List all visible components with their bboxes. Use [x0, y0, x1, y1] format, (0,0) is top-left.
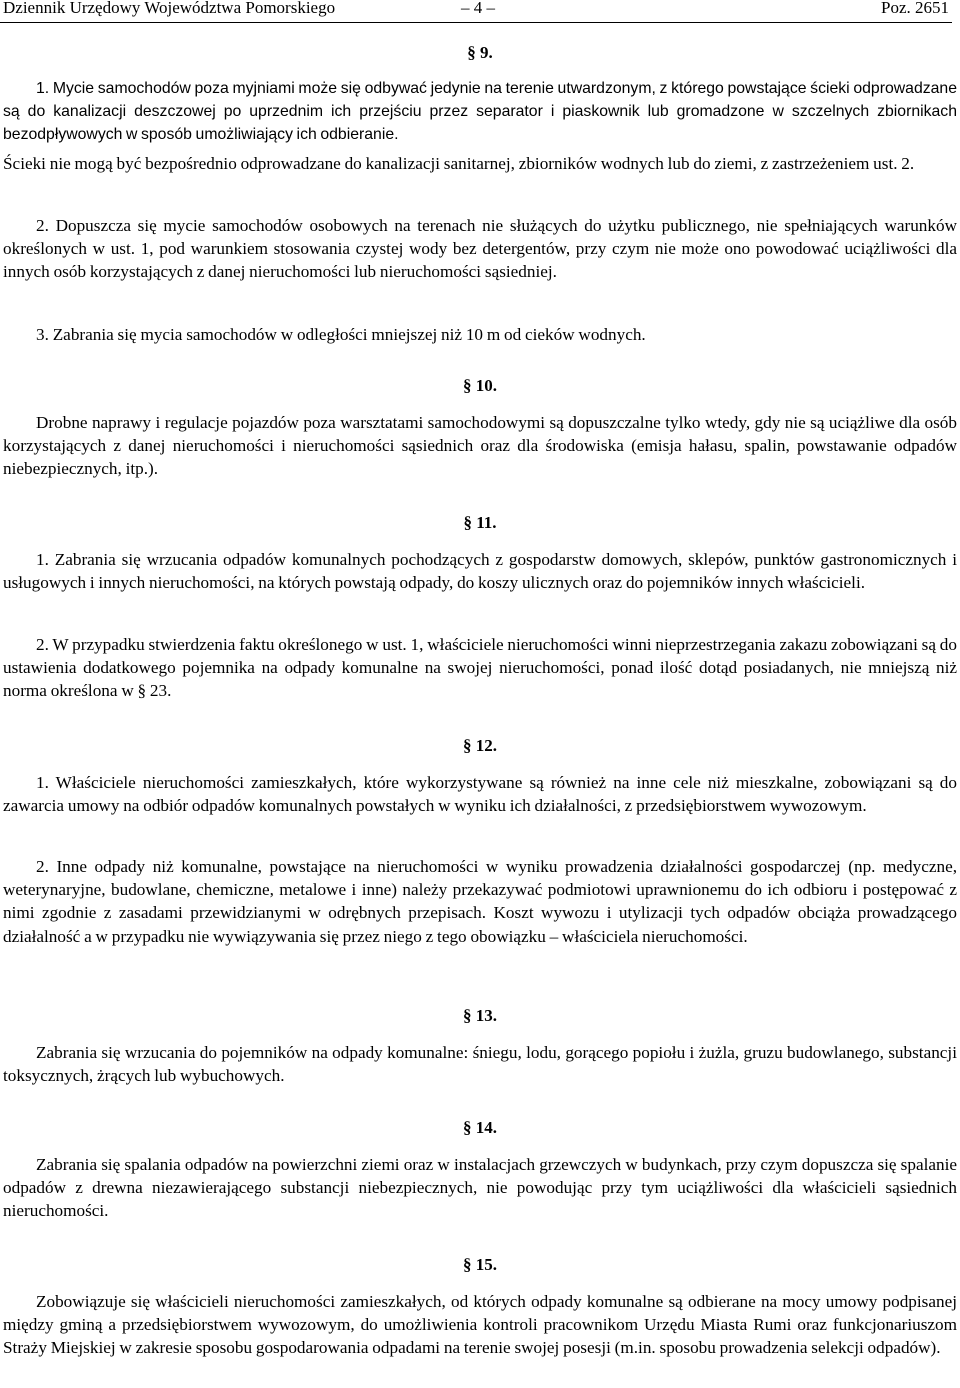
- paragraph-14-1: Zabrania się spalania odpadów na powierzchni ziemi oraz w instalacjach grzewczych w budynkach, przy czym dopuszcza się spalanie odpadów z drewna niezawierającego substancji niebezpiecznych, nie powodując przy tym uciążliwości dla właścicieli sąsiednich nieruchomości.: [3, 1155, 957, 1221]
- section-heading-12: § 12.: [463, 736, 497, 755]
- page-number: – 4 –: [461, 0, 495, 17]
- paragraph-11-2: 2. W przypadku stwierdzenia faktu określonego w ust. 1, właściciele nieruchomości winni nieprzestrzegania zakazu zobowiązani są do ustawienia dodatkowego pojemnika na odpady komunalne na swojej nieruchomości, ponad ilość dotąd posiadanych, nie mniejszą niż norma określona w § 23.: [3, 635, 957, 701]
- section-heading-11: § 11.: [463, 513, 497, 532]
- paragraph-11-1: 1. Zabrania się wrzucania odpadów komunalnych pochodzących z gospodarstw domowych, sklepów, punktów gastronomicznych i usługowych i innych nieruchomości, na których powstają odpady, do koszy ulicznych oraz do pojemników innych właścicieli.: [3, 550, 957, 593]
- section-heading-10: § 10.: [463, 376, 497, 395]
- paragraph-15-1: Zobowiązuje się właścicieli nieruchomości zamieszkałych, od których odpady komunalne są odbierane na mocy umowy podpisanej między gminą a przedsiębiorstwem wywozowym, do umożliwienia kontroli pracownikom Urzędu Miasta Rumi oraz funkcjonariuszom Straży Miejskiej w zakresie sposobu gospodarowania odpadami na terenie swojej posesji (m.in. sposobu prowadzenia selekcji odpadów).: [3, 1292, 957, 1358]
- paragraph-12-2: 2. Inne odpady niż komunalne, powstające na nieruchomości w wyniku prowadzenia działalności gospodarczej (np. medyczne, weterynaryjne, budowlane, chemiczne, metalowe i inne) należy przekazywać podmiotowi uprawnionemu do ich odbioru i postępować z nimi zgodnie z zasadami przewidzianymi w odrębnych przepisach. Koszt wywozu i utylizacji tych odpadów obciąża prowadzącego działalność a w przypadku nie wywiązywania się przez niego z tego obowiązku – właściciela nieruchomości.: [3, 857, 957, 946]
- journal-title: Dziennik Urzędowy Województwa Pomorskiego: [3, 0, 336, 17]
- paragraph-9-3: 3. Zabrania się mycia samochodów w odległości mniejszej niż 10 m od cieków wodnych.: [36, 325, 646, 344]
- section-heading-15: § 15.: [463, 1255, 497, 1274]
- paragraph-13-1: Zabrania się wrzucania do pojemników na odpady komunalne: śniegu, lodu, gorącego popiołu i żużla, gruzu budowlanego, substancji toksycznych, żrących lub wybuchowych.: [3, 1043, 957, 1086]
- paragraph-9-1: 1. Mycie samochodów poza myjniami może się odbywać jedynie na terenie utwardzonym, z którego powstające ścieki odprowadzane są do kanalizacji deszczowej po uprzednim ich przejściu przez separator i piaskownik lub gromadzone w szczelnych zbiornikach bezodpływowych w sposób umożliwiający ich odbieranie.: [3, 80, 957, 144]
- section-heading-9: § 9.: [467, 43, 493, 62]
- paragraph-9-1b: Ścieki nie mogą być bezpośrednio odprowadzane do kanalizacji sanitarnej, zbiorników wodnych lub do ziemi, z zastrzeżeniem ust. 2.: [3, 154, 915, 173]
- section-heading-13: § 13.: [463, 1006, 497, 1025]
- header-rule: [0, 22, 952, 23]
- paragraph-12-1: 1. Właściciele nieruchomości zamieszkałych, które wykorzystywane są również na inne cele niż mieszkalne, zobowiązani są do zawarcia umowy na odbiór odpadów komunalnych powstałych w wyniku ich działalności, z przedsiębiorstwem wywozowym.: [3, 773, 957, 816]
- section-heading-14: § 14.: [463, 1118, 497, 1137]
- paragraph-9-2: 2. Dopuszcza się mycie samochodów osobowych na terenach nie służących do użytku publicznego, nie spełniających warunków określonych w ust. 1, pod warunkiem stosowania czystej wody bez detergentów, przy czym nie może ono powodować uciążliwości dla innych osób korzystających z danej nieruchomości lub nieruchomości sąsiedniej.: [3, 216, 957, 282]
- paragraph-10-1: Drobne naprawy i regulacje pojazdów poza warsztatami samochodowymi są dopuszczalne tylko wtedy, gdy nie są uciążliwe dla osób korzystających z danej nieruchomości i nieruchomości sąsiednich oraz dla środowiska (emisja hałasu, spalin, powstawanie odpadów niebezpiecznych, itp.).: [3, 413, 957, 479]
- position-number: Poz. 2651: [881, 0, 949, 17]
- running-header: [3, 0, 949, 21]
